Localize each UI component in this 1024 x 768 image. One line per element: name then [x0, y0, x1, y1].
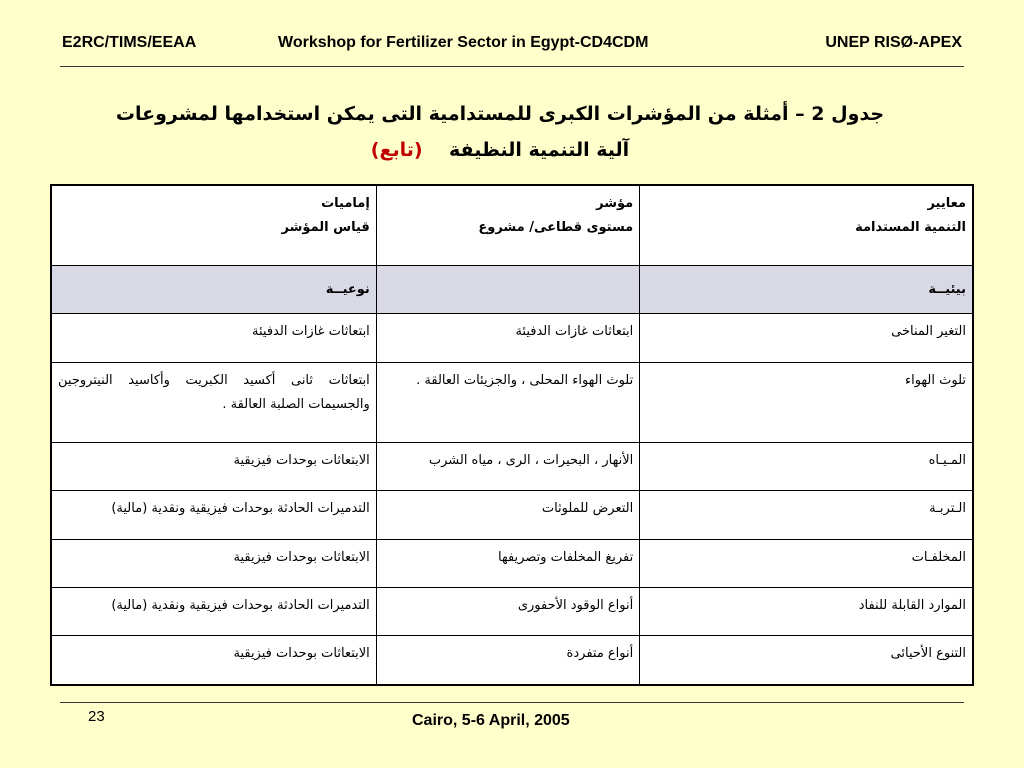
row-indicator: تفريغ المخلفات وتصريفها: [376, 539, 639, 587]
title-line-2-text: آلية التنمية النظيفة: [449, 139, 630, 161]
header-workshop: Workshop for Fertilizer Sector in Egypt-CD4CDM: [278, 34, 649, 51]
header-criterion: [640, 185, 973, 265]
footer-divider: [60, 702, 964, 703]
title-line-2: [70, 132, 930, 168]
footer-location: Cairo, 5-6 April, 2005: [412, 712, 570, 729]
header-criterion-line1: معايير: [927, 196, 966, 211]
indicators-table-container: [50, 184, 974, 686]
header-indicator: [376, 185, 639, 265]
row-indicator: أنواع متفردة: [376, 636, 639, 685]
row-criterion: المخلفـات: [640, 539, 973, 587]
row-measure: التدميرات الحادثة بوحدات فيزيقية ونقدية (مالية): [51, 587, 376, 635]
header-measure-line1: إماميات: [321, 196, 370, 211]
row-criterion: التنوع الأحيائى: [640, 636, 973, 685]
row-measure: ابتعاثات غازات الدفيئة: [51, 314, 376, 362]
row-indicator: التعرض للملوثات: [376, 491, 639, 539]
section-measure: نوعيــة: [51, 265, 376, 313]
table-row: [51, 442, 973, 490]
header-indicator-line1: مؤشر: [596, 196, 634, 211]
row-criterion: تلوث الهواء: [640, 362, 973, 442]
row-measure: الابتعاثات بوحدات فيزيقية: [51, 442, 376, 490]
row-criterion: التغير المناخى: [640, 314, 973, 362]
row-indicator: ابتعاثات غازات الدفيئة: [376, 314, 639, 362]
header-org: E2RC/TIMS/EEAA: [62, 34, 197, 51]
table-row: [51, 362, 973, 442]
row-indicator: تلوث الهواء المحلى ، والجزيئات العالقة .: [376, 362, 639, 442]
row-measure: الابتعاثات بوحدات فيزيقية: [51, 636, 376, 685]
header-measure: [51, 185, 376, 265]
row-criterion: المـيـاه: [640, 442, 973, 490]
row-indicator: الأنهار ، البحيرات ، الرى ، مياه الشرب: [376, 442, 639, 490]
row-measure: ابتعاثات ثانى أكسيد الكبريت وأكاسيد النيتروجين والجسيمات الصلبة العالقة .: [51, 362, 376, 442]
header-divider: [60, 66, 964, 67]
section-indicator: [376, 265, 639, 313]
header-criterion-line2: التنمية المستدامة: [855, 220, 966, 235]
title-continued: (تابع): [370, 139, 423, 161]
page-number: 23: [88, 708, 105, 725]
row-criterion: الموارد القابلة للنفاد: [640, 587, 973, 635]
table-row: [51, 314, 973, 362]
table-row: [51, 587, 973, 635]
header-measure-line2: قياس المؤشر: [281, 220, 370, 235]
row-criterion: الـتربـة: [640, 491, 973, 539]
table-row: [51, 491, 973, 539]
row-indicator: أنواع الوقود الأحفورى: [376, 587, 639, 635]
header-indicator-line2: مستوى قطاعى/ مشروع: [478, 220, 634, 235]
table-row: [51, 636, 973, 685]
title-line-1: جدول 2 – أمثلة من المؤشرات الكبرى للمستدامية التى يمكن استخدامها لمشروعات: [115, 103, 885, 125]
row-measure: التدميرات الحادثة بوحدات فيزيقية ونقدية (مالية): [51, 491, 376, 539]
section-criterion: بيئيــة: [640, 265, 973, 313]
table-row: [51, 539, 973, 587]
table-section-row: [51, 265, 973, 313]
row-measure: الابتعاثات بوحدات فيزيقية: [51, 539, 376, 587]
table-header-row: [51, 185, 973, 265]
indicators-table: [50, 184, 974, 686]
slide-title: [70, 96, 930, 168]
slide-header: [60, 34, 964, 58]
header-partner: UNEP RISØ-APEX: [825, 34, 962, 51]
